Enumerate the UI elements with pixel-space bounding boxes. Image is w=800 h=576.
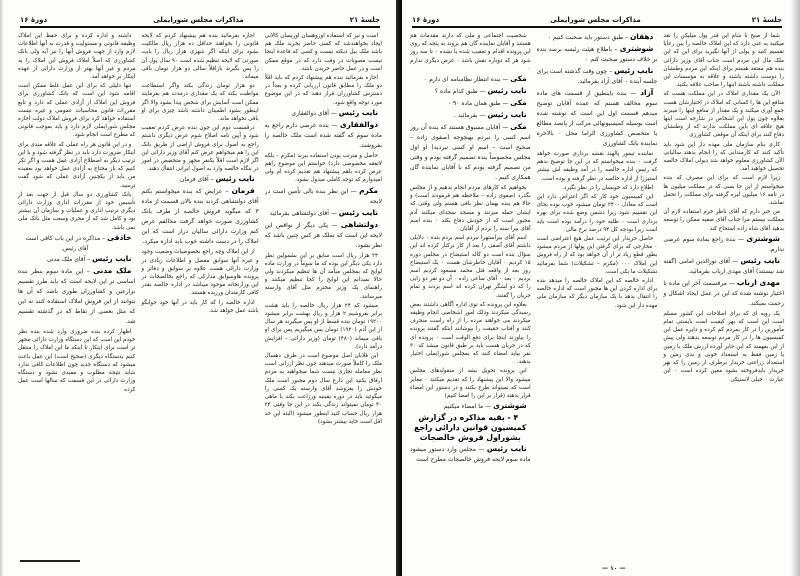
body-paragraph: است و نیز که استفاده اوزوهسان اوریسان کالانی ایجاد بخواهندشد که کسی حاضر بخرید ملک هم باشد ملک بیل دیکته نیست و کسی که قاعدهٔ اینجا نیست مصوبات در وقت دارد که در موقع ممکن است و در عمل حاضر خریدن باشد.	[264, 33, 382, 72]
body-paragraph: و در این قانون هر راه عملی که علاقه مندی برای اینکار ضرورت دارد باید در نظر گرفته شود و با این ترتیب دیگر به اصطلاح آزادی عمل هست و اگر تکر کنیم که باز محتاج به آزادی عمل خواهد بود بعقیده من باید از یکچنین آزادی عملی که شود گفت ترسید.	[18, 141, 136, 189]
speaker-name: مکی	[510, 122, 527, 132]
speaker-paragraph	[18, 233, 135, 244]
speaker-name: دهقان	[630, 32, 654, 41]
body-paragraph: بانک کشاورزی دو سال قبل از جهت بعد از تأسیس خود از مقررات اداری وزارت دارائی دیگری ترتیب اداری و عملیات و سازمان آن بیشتر بود و کامل شد که از مجری وسعت مثل بانک ملی نمی باشد.	[18, 191, 136, 231]
body-paragraph: دو هزار تومان زندگی بکند واگر استطاعت مواظبت بکند که یک مقداری درمدت هم بفرمایند ممکن است آسایش برای شخص پیدا بشود والا اگر اینطور بشود اطمینان داشته باشد چیزی برای او باقی نخواهد ماند.	[141, 83, 259, 123]
speech-text: — طبق همان ماده ۹۰ ۰	[447, 100, 509, 108]
speech-text: — این نظر بنده بالی تأمین است در لایحه	[264, 187, 382, 205]
speaker-name: مکرم	[359, 185, 378, 195]
speaker-name: نایب رئیس	[92, 254, 132, 264]
speaker-name: نایب رئیس	[487, 86, 527, 96]
speaker-name: دولتشاهی	[340, 219, 378, 229]
speech-text: — بفرمائید .	[454, 112, 486, 120]
speaker-paragraph	[410, 110, 531, 121]
speaker-paragraph	[663, 278, 784, 309]
speaker-paragraph	[265, 208, 382, 219]
body-paragraph: میشود که ۲۴ هزار ریال خالصه را باید هشت برابر بفروشیم ۲ هزار و ریال بهشت برابر میشود ۱۹۲۰۰ تومان بنده قسط از او پس میگیرند هر سال از این آدم (۱۹۲۰) تومان پس میگیریم پس برای او باقی میماند (۴۸۰) تومان (وزیر دارائی – افزایش درآمد دارد).	[264, 302, 382, 350]
body-paragraph: داشته و اداره کرده و برای حفظ این املاک وظیفه قانونی و مسئولیت و قدرت به آنها اطلاعات لازم وارد از جهت فروش آنها را نیز آیه ولی بانک کشاورزی که اصلاً املاک فروش این املاک را به مردم و غیر آنها بهتر از وزارت دارائی از عهده اینکار بر خواهد آمد.	[18, 33, 136, 81]
speech-text: – عرایض که بنده میخواستم بکنم آقای دولتشاهی کردند بنده بالان قسمت از ماده ۳ که میگوید فروش خالصه از طرف بانک کشاورزی صورت خواهد گرفت مخالفم عرض کنم وزارت دارائی سالیان دراز است که این املاک را در دست داشته خوب باید اداره میکرد.	[141, 188, 259, 246]
speaker-paragraph	[141, 186, 258, 247]
body-paragraph: ۲۴ هزار ریال است سابق بر این بشمولین نظر دارد یکی دیگر این بوده که ما سوماً در وزارت ماده لوایح که بمجلس میآمد آن ها تنظیم میکردند ولی حالا نمیدانم این لوایح را کجا تنظیم میکنند و راهنمای یک وزیر محترم مثل آقای وارسته میرسانند.	[264, 252, 382, 300]
body-paragraph: اطلاع دارد که خوبسان را در نظر بگیرد.	[562, 184, 654, 191]
speech-text: — طبق کدام ماده ؟	[434, 88, 486, 96]
body-paragraph: از این املاک وچه راجع بخصوصیات وضعیت وجود و غیره آنها سوابق مفصل و اطلاعات زیادی در وزارت دارائی هست علاوه بر سوابق و دفاتر و پرونده هاوسوابق مدارکی که راجع بخالصجات در این وزارتخانه موجود میباشد در اداره خالصه بقدر کافی کارمندان ورزیده هستند.	[141, 249, 259, 297]
body-paragraph: حاصل خریدار این ترتیب عمل هیچ اعتراضی است ۰ مخارجی که برای گرفتن این پولها از مردم میشود بطور قطع زیاد تر از آن خواهد بود که از راه فروش این املاک ۰۰۰ (مکرم – تشکیلات) شما بفرمائید تشکیلات ما یکی است.	[536, 236, 658, 275]
speaker-paragraph	[410, 122, 531, 183]
text-column	[410, 32, 531, 562]
speaker-name: حاذقی	[107, 232, 132, 242]
speaker-paragraph	[265, 220, 382, 251]
publication-title: مذاکرات مجلس شورایملی	[550, 16, 641, 24]
body-paragraph: بعلاوه این پرونده که توی اداره آگاهی داشتند بعض رسیدگی میکردند وذلک امور اشخاصی انجام وظیفه میکردند می خواهند مرده را از راه راست منحرف کنند و آفتاب حقیقت را بپوشانند اینکه گفتند پرونده را بیاورند اینجا برای دفع الوقت است ۰ پرونده ای که در جریان هست باید بر طبق قانون میشد که ۳۰ نفر بیاید امضاء کنند که بمجلس شورایملی اختیار بدهند.	[409, 301, 531, 366]
speaker-paragraph	[537, 66, 658, 87]
speaker-name: نایب رئیس	[740, 255, 780, 265]
body-paragraph: درقسمت دوم این چون بنده عرض کردم تعقیب شود و آیین نامه اصلاح شوم عرض دیگری داشتم راجع به اصول برای فروش اراضی از طریق بانک این را هم میخواهم عرض کنم آقای وزیر دارائی این اگر لازم است اقلاً یکنفر مجهز و متخصص در امور در بنگاه خالصه وارد به اصول ایرانی انتقال دهند.	[141, 125, 259, 173]
speaker-paragraph	[410, 86, 531, 97]
body-paragraph: حاصل و مترتب بودن استفاده ببرند (مکرم – بلکه لاتفقه مخصوصی دارد) خواستم این موضوع راهم عرض کرده باهم پیشنهاد هم تقدیم کرده ام ولی امیدوارم که توجه کاملی مبذول بشود.	[264, 152, 382, 184]
speaker-paragraph	[410, 98, 531, 109]
body-paragraph: اجازه بفرمائید بنده هم پیشنهاد کردم که باید اقلاً دو ملک را مطابق قانون ارزیابی کرده و بعداً در دسترس کشاورزان قرار دهند که در این موضوع مورد توجه واقع شود.	[264, 75, 382, 106]
speaker-name: شوشتری	[746, 233, 780, 243]
speaker-paragraph	[663, 256, 784, 277]
body-paragraph: من خبر دارم که آقای ناظر خرم استفاده لازم آن مملکت نیستم مرا جناب آقای صفیه ممکن را توسعه بدهید آقای شاه زاده استحاج کند	[663, 209, 784, 232]
speaker-name: مهدی ارباب	[736, 277, 780, 287]
page-number: — ۱۰ —	[602, 565, 626, 572]
speech-text: – آقای فرمان	[180, 176, 214, 184]
body-paragraph: اسم آقای بیراستهرا نبردم اسم بردم بنده ۰ دلایلی داشتم آقای آصفی را بعد از کار برکنار کرده اند این سؤال بنده است دو کاله استیضاح در مجلس دوره ۱۵ کردیم ۰ آقایان خاطرشان هست ۰ یک استیضاح روز بعد از واقعه قتل محمد مسعود کردیم اسم بردیم ۰ بعد ۰ آقای ساعی زاده ۰ آن دو نفر دو زایی را که دو لشگر تهران کرده اند اسم بردند و تمام جریان را گفتند.	[409, 235, 531, 299]
speaker-paragraph	[18, 254, 135, 265]
speaker-name: نایب رئیس	[215, 174, 255, 184]
speech-text: — یکی دیگر از نواقص این لایحه این است که تملک هر کس چنین باشد که نظر بشود.	[264, 221, 382, 249]
term-label: دورهٔ ۱۶	[20, 16, 48, 24]
speaker-name: نایب رئیس	[486, 444, 527, 454]
body-paragraph: کاری بنام سازمان ملی مهده دار این شود باید تأکید کنند که کارمندانی که را انجام بدهند سالیانی الآن کشاورزی معلوم خواهد شد دیولی املاک خالصه تحصیل خواهید آمد.	[663, 141, 784, 173]
running-header	[412, 14, 782, 26]
speaker-name: مکی	[510, 74, 527, 84]
speaker-paragraph	[265, 186, 382, 207]
session-label: جلسهٔ ۲۱	[751, 16, 782, 24]
speaker-paragraph	[410, 444, 531, 465]
speech-text: — بنده راجع بماده سوم عرضی ندارم.	[663, 235, 784, 253]
speech-text: – چون وقت گذشته است برای جلسه آینده ۰ آقای آزاد بفرمائید.	[536, 68, 658, 85]
text-columns	[18, 32, 382, 562]
speaker-name: نایب رئیس	[338, 207, 378, 217]
body-paragraph: این کمیسیون خود کار که اگر اعتراض دارد این است که معادل ۲۴۰۰ تومان میشود خوب بوده بجای این تقسیم شود زیرا دشمن وضع شده برای بهره برداری است ۰ طلبه خود را درآمد بوده است باید است زیرا بودجه کل ۹۴ درصد برخ مالی	[536, 194, 658, 233]
speaker-paragraph	[537, 44, 658, 65]
agenda-heading: ۴ - بقیه مذاکره در گزارش کمیسیون قوانین دارائی راجع بشوراول فروش خالصجات	[414, 413, 527, 443]
speech-text: – باطلاع هیئت رئیسه برسد بنده بر خلاف دستور صحبت کنم ۰	[536, 46, 658, 63]
term-label: دورهٔ ۱۶	[412, 16, 440, 24]
body-paragraph: الآن یک مقداری املاک در این مملکت هست که منافع این ها را کسانی که املاک در اختیارشان هست جمع آوری میکنند و یک مقدار از منافع اینها را میبرند بعلاوه چون پول این اشخاص در شارجه است اینها هیچ علاقه ای باین مملکت ندارند که از وطنشان دفاع کنند برای اینکه آن موقعی کشاورزی	[663, 91, 784, 139]
speech-text: – طبق دستور باید صحبت کنیم ۰	[547, 34, 629, 41]
speech-text: — آقای دولتشاهی بفرمائید	[269, 209, 337, 217]
speech-text: — آقای نورالدین امامی (گفته شد نیستند) آقای مهدی ارباب بفرمائید.	[663, 257, 784, 275]
footer-rule	[20, 560, 80, 562]
centered-line: آقای رئیس.	[61, 245, 89, 252]
speaker-paragraph	[410, 74, 531, 85]
speech-text: — بنده عرضی دارم راجع به ماده سوم که گفته شده است ملک خالصه را بفروشند.	[264, 121, 382, 149]
running-header	[20, 14, 380, 26]
text-column	[265, 32, 382, 562]
body-paragraph: این قلابان اصل موضوع است در طرف دهسال ملک را کاملاً صورت میدهند چون نظر ارزانی است نظر معامله تجاری نیست شما میخواهید به مردم ارفاق بکنید این ذارع سال دوم مجبور است ملک خودش را بفروشد آقای وارسته یک کسی را میگوئید باید در دوره یقینیه ورزاعت بکند با ماهی ۴۰ تومان نمیتواند زندگی بکند در این جا وقتی ۲۴ هزار ریال حساب کنید اینطور میشود (البته این حد اقل است خاید بیشتر بشود)	[264, 353, 382, 425]
body-paragraph: نماینده تیمور پالهند نقشه برداری صورت خواهد گرفت ۰ بنده میخواستم که در این جا توضیح بدهم که رئیس اداره خالصه را در آمد وظیفه اش بیشتر استیزرا از اداره خالصه در نظر گرفته و بوده است.	[536, 151, 658, 182]
body-paragraph: اداره خالصه را که کار باید در آنها خود جوابگو باشد عمل خواهد شد.	[141, 299, 259, 314]
body-paragraph: شخصیت اجتماعی و ملی که دارند مقدمات هم هستند و آقایان نماینده گان هم بروند به پنجه که روی این پرونده اقدام و تعقیب شده یا نشده ۰ تا سه روز شود هر که دوباره نقش باشد ۰ عرض دیگری ندارم ۰	[409, 33, 531, 72]
speech-text: — بنده باینطیق از قسمت های ماده سوم مخالف هستم که عمده آقایان توضیح میدهم قسمت اول این است که نوشته شده است بوسیله کمیسیونهائی مرکب از پانصد مطالع یا متخصص کشاورزی الزاما محل ۰ بالاخره نماینده بانک کشاورزی	[536, 90, 658, 147]
speaker-name: ملک مدنی	[93, 266, 132, 276]
body-paragraph: اظهار کرده بنده ضروری وارد شده بنده نظر خودم این است که این دستگاه وزارت دارائی مجهز تر است برای اینکار تا اینکه ما این املاک را منتقل کنیم بدستگاه دیگری (صحیح است) این عمل باعث میشود که دستگاه جدید چون اطلاعات کافی ندارد شاید نتیجه مطلوب و مفیدی نشود و دستگاه وزارت دارائی در این قسمت که سالها است عمل کرده	[18, 329, 136, 393]
speech-text: — بنده انتظار نظامنامه ای دارم ۰	[424, 76, 509, 84]
speaker-paragraph	[537, 32, 658, 43]
speech-text: – این ماده سوم بنظر بنده اساسی تر این لایحه است که باید طرز تقسیم بزارعین و کشاورزان طوری باشد که آن ها بتوانند از این فروش املاک استفاده کنند نه این که مثل بعضی از نقاط که در گذشته تقسیم شد.	[18, 268, 136, 326]
text-column	[141, 32, 258, 562]
body-paragraph: زیرا لازم است که برای این مصرف که بنده میخواستم از این جا بسی که در مملکت میلیون ها در تامه ۱۶ میلیون لیره گرفته برای مملکت را تحمل نماشد.	[663, 175, 784, 207]
speaker-paragraph	[141, 174, 258, 185]
speaker-paragraph	[18, 266, 135, 327]
header-rule	[412, 26, 782, 28]
right-page	[402, 0, 800, 576]
speaker-name: نایب رئیس	[338, 107, 378, 117]
text-column	[663, 32, 784, 562]
text-columns	[410, 32, 784, 562]
speech-text: — مرقسمت آخر این ماده با اختیار نوشته شده که این در عمل ایجاد اشکال و زحمت بمیکند.	[663, 279, 784, 307]
header-rule	[20, 26, 380, 28]
speech-text: – آقای ملک مدنی	[46, 256, 91, 264]
speaker-name: نایب رئیس	[487, 110, 527, 120]
speech-text: – مذاکره در این باب کافی است	[25, 234, 106, 242]
speaker-paragraph	[410, 401, 531, 412]
publication-title: مذاکرات مجلس شورایملی	[153, 16, 244, 24]
speaker-name: شوشتری	[619, 44, 654, 53]
body-paragraph: این پرونده تحویل بشد از منقولدهای مجلس میشود والا این پیشنهاد را که تقدیم میکنند ۰ مغایر است که نمیتواند طرح بکنند و در دستور این امضاء قرار بدهند (قرار بر این را امضا کنیم)	[409, 368, 531, 400]
body-paragraph: بخواهیم که کارهای مردم انجام بدهیم و از مجلس بگذرد (صفوی زاده – ملاحظه هم فرمودند است) و حالا هم بنده بهمان نظر باقی هستم ولی وقتی که ایشان حمله میزنند و مسجد سجدای میکنند آدم مجبور است که از خودش دفاع بکند ۰ بنده اسم آقای بیرا سنه را بردم از آقایان	[409, 185, 531, 233]
text-column	[537, 32, 658, 562]
speech-text: — آقای ذوالفقاری	[291, 109, 337, 117]
speaker-name: شوشتری	[493, 401, 527, 411]
speaker-name: مکی	[510, 98, 527, 108]
body-paragraph: یک رویه ای که برای اصلاحات این کشور مسلم است این است که بهر کیفیت است بایستی تمام مأمورین را در کار بمردم کم کرده و دایره عمل این کمیسیون ها را در کار مردم توسعه بدهند ولی پیش از این بفهمند که این جابر آورده ارزش ملک با زمین یا زمین فقط به استعداد خوبی و بدی زمین و استعداد زراعتی خریدار برطرف از زمین را که بهر خریدار بایدفروخته بشود معین کرده است ۰ این عبارت ۰ خیلی لاستیکی	[663, 310, 784, 383]
speaker-paragraph	[537, 88, 658, 149]
speaker-name: ذوالفقاری	[339, 119, 378, 129]
page-edge-shadow	[0, 0, 4, 576]
speaker-paragraph	[265, 120, 382, 151]
speaker-name: فرمان	[231, 186, 255, 196]
speech-text: — ما امضاء میکنیم	[443, 403, 492, 411]
speaker-paragraph	[663, 234, 784, 255]
speaker-paragraph	[265, 108, 382, 119]
page-edge-shadow	[790, 0, 800, 576]
session-label: جلسهٔ ۲۱	[349, 16, 380, 24]
speech-text: — مجلس وارد دستور میشود ماده سوم لایحه فروش خالصجات مطرح است	[409, 446, 531, 464]
body-paragraph: اداره خالصه که این املاک خالصه را میدهد بنده برای اداره کردن این ها مجبور است که اداره خالصه را انتقال بدهد با یک سازمان دیگر که سازمان ملی مهده دار این شود.	[536, 278, 658, 309]
body-paragraph: اجازه بفرمائید بنده هم پیشنهاد کردم که لایحه قانونی را بخواهند حداقل ده هزار ریال مالکیت بشود برای اینکه اگر شهری هزار ریال را بابت صورتی که لایحه تنظیم شده است ۹۰ سال پول آن را پس بگیرند بازاقلاً سالی دو هزار تومان باقی میماند.	[141, 33, 259, 81]
speech-text: — آقایان مسبوق هستند که بنده آن روز اسم کسی را نبردم بهیچوجه (صفوی زاده – صحیح است – اسم او کسی نبردید) او اول مجلس مخصوصاً بنده تصمیم گرفته بودم و وقتی من تصمیم گرفته بودم که با آقایان نماینده گان همکاری کنیم .	[409, 124, 531, 182]
text-column	[18, 32, 135, 562]
speaker-name: نایب رئیس	[614, 66, 654, 75]
left-page	[0, 0, 398, 576]
body-paragraph: تنها دلیلی که برای این عمل غلط ممکن است اقامه شود این است که بانک کشاورزی برای فروش این املاک از آزادی عملی که دارد و تابع مقررات قانون محاسبات عمومی و غیره نیست استفاده خواهد کرد برای فروش املاک دولت اجازه مجلس شورایملی لازم دارد و باید بموجب قانونی که مطرح است انجام شود.	[18, 83, 136, 139]
body-paragraph: شما از صبح تا شام این قدر پول میلیکن را نقد میکنید به عنی دارد که این املاک خالصه را بین رعایا تقسیم کنید و یولی از آنها نگیرید برای این که این ملک مال این مردم است جناب آقای وزیر دارائی بنده هم معتقد هستم برای اینکه این مردم وطنشان را دوست داشته باشند و علاقه به مؤسسات این مملکت داشته باشند اینها را صاحب علاقه بکنید.	[663, 33, 784, 89]
speaker-name: آزاد	[640, 88, 654, 97]
